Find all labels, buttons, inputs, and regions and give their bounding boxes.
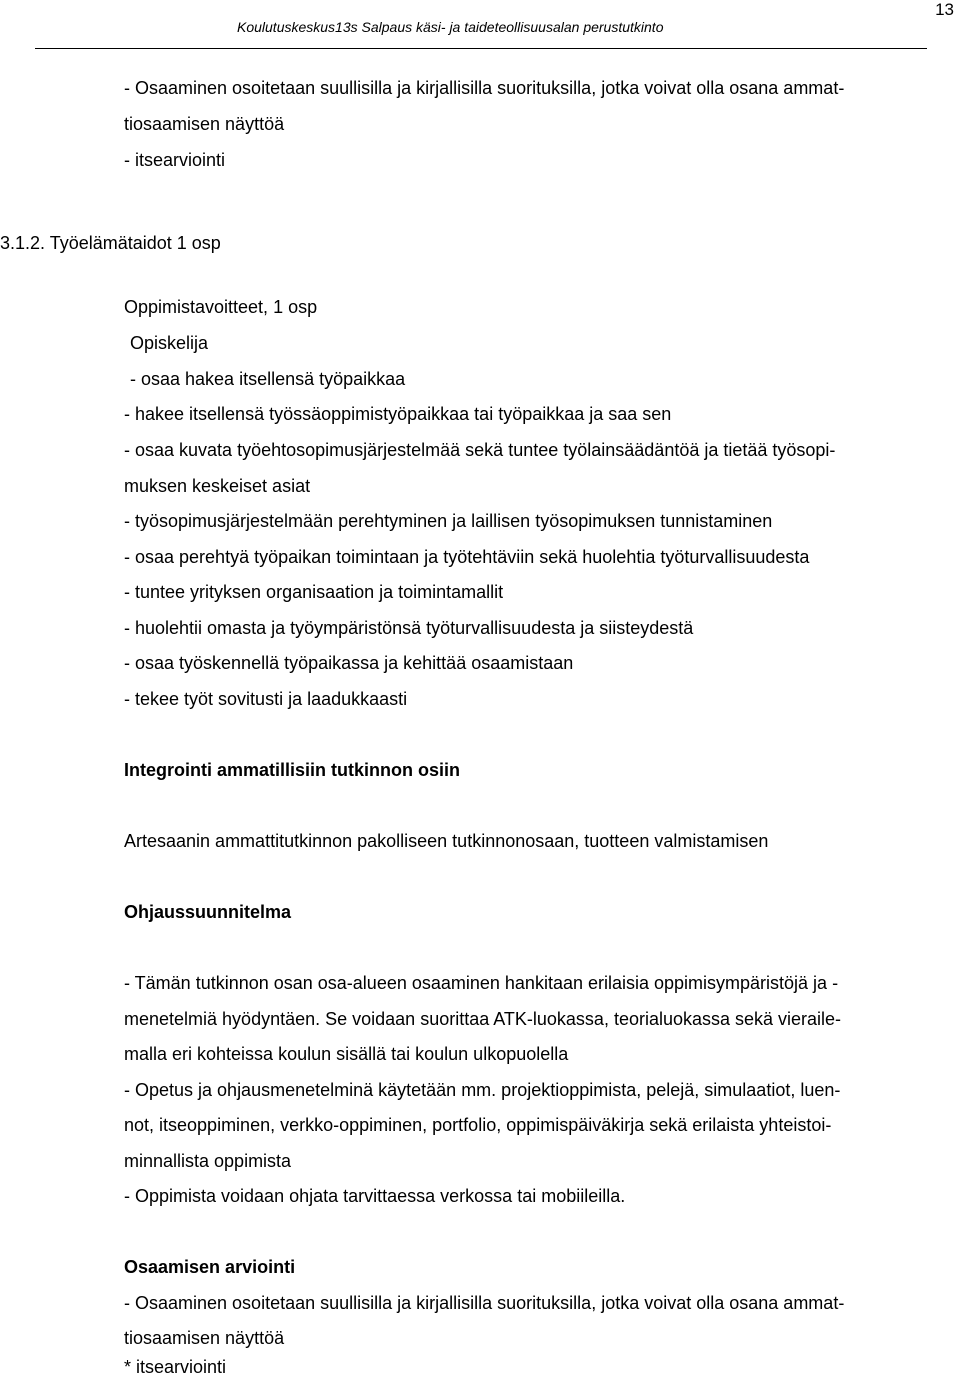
objectives-subject: Opiskelija	[130, 333, 209, 353]
intro-line: tiosaamisen näyttöä	[124, 114, 285, 134]
assessment-heading: Osaamisen arviointi	[124, 1257, 296, 1277]
objective-line: - osaa hakea itsellensä työpaikkaa	[130, 369, 406, 389]
objective-line: - tekee työt sovitusti ja laadukkaasti	[124, 689, 408, 709]
guidance-line: not, itseoppiminen, verkko-oppiminen, portfolio, oppimispäiväkirja sekä erilaista yhteistoi-	[124, 1115, 832, 1135]
guidance-line: menetelmiä hyödyntäen. Se voidaan suorittaa ATK-luokassa, teorialuokassa sekä vieraile-	[124, 1009, 842, 1029]
intro-line: - itsearviointi	[124, 150, 226, 170]
header-rule	[35, 48, 927, 49]
objective-line: muksen keskeiset asiat	[124, 476, 311, 496]
objective-line: - työsopimusjärjestelmään perehtyminen ja laillisen työsopimuksen tunnistaminen	[124, 511, 773, 531]
intro-line: - Osaaminen osoitetaan suullisilla ja kirjallisilla suorituksilla, jotka voivat olla osana ammat-	[124, 78, 845, 98]
guidance-line: minnallista oppimista	[124, 1151, 292, 1171]
objective-line: - hakee itsellensä työssäoppimistyöpaikkaa tai työpaikkaa ja saa sen	[124, 404, 672, 424]
assessment-line: - Osaaminen osoitetaan suullisilla ja kirjallisilla suorituksilla, jotka voivat olla osana ammat-	[124, 1293, 845, 1313]
guidance-line: - Opetus ja ohjausmenetelminä käytetään mm. projektioppimista, pelejä, simulaatiot, luen-	[124, 1080, 841, 1100]
section-heading: 3.1.2. Työelämätaidot 1 osp	[0, 233, 221, 253]
guidance-line: - Oppimista voidaan ohjata tarvittaessa verkossa tai mobiileilla.	[124, 1186, 626, 1206]
document-header: Koulutuskeskus13s Salpaus käsi- ja taideteollisuusalan perustutkinto	[237, 19, 664, 35]
guidance-line: - Tämän tutkinnon osan osa-alueen osaaminen hankitaan erilaisia oppimisympäristöjä ja -	[124, 973, 839, 993]
objective-line: - osaa työskennellä työpaikassa ja kehittää osaamistaan	[124, 653, 574, 673]
objective-line: - osaa perehtyä työpaikan toimintaan ja työtehtäviin sekä huolehtia työturvallisuudesta	[124, 547, 810, 567]
objective-line: - huolehtii omasta ja työympäristönsä työturvallisuudesta ja siisteydestä	[124, 618, 694, 638]
objectives-heading: Oppimistavoitteet, 1 osp	[124, 297, 318, 317]
page-number: 13	[935, 0, 954, 19]
integration-text: Artesaanin ammattitutkinnon pakolliseen tutkinnonosaan, tuotteen valmistamisen	[124, 831, 769, 851]
guidance-line: malla eri kohteissa koulun sisällä tai koulun ulkopuolella	[124, 1044, 569, 1064]
objective-line: - tuntee yrityksen organisaation ja toimintamallit	[124, 582, 504, 602]
objective-line: - osaa kuvata työehtosopimusjärjestelmää sekä tuntee työlainsäädäntöä ja tietää työsopi-	[124, 440, 836, 460]
assessment-line: tiosaamisen näyttöä	[124, 1328, 285, 1348]
guidance-heading: Ohjaussuunnitelma	[124, 902, 292, 922]
integration-heading: Integrointi ammatillisiin tutkinnon osiin	[124, 760, 461, 780]
assessment-line: * itsearviointi	[124, 1357, 227, 1377]
